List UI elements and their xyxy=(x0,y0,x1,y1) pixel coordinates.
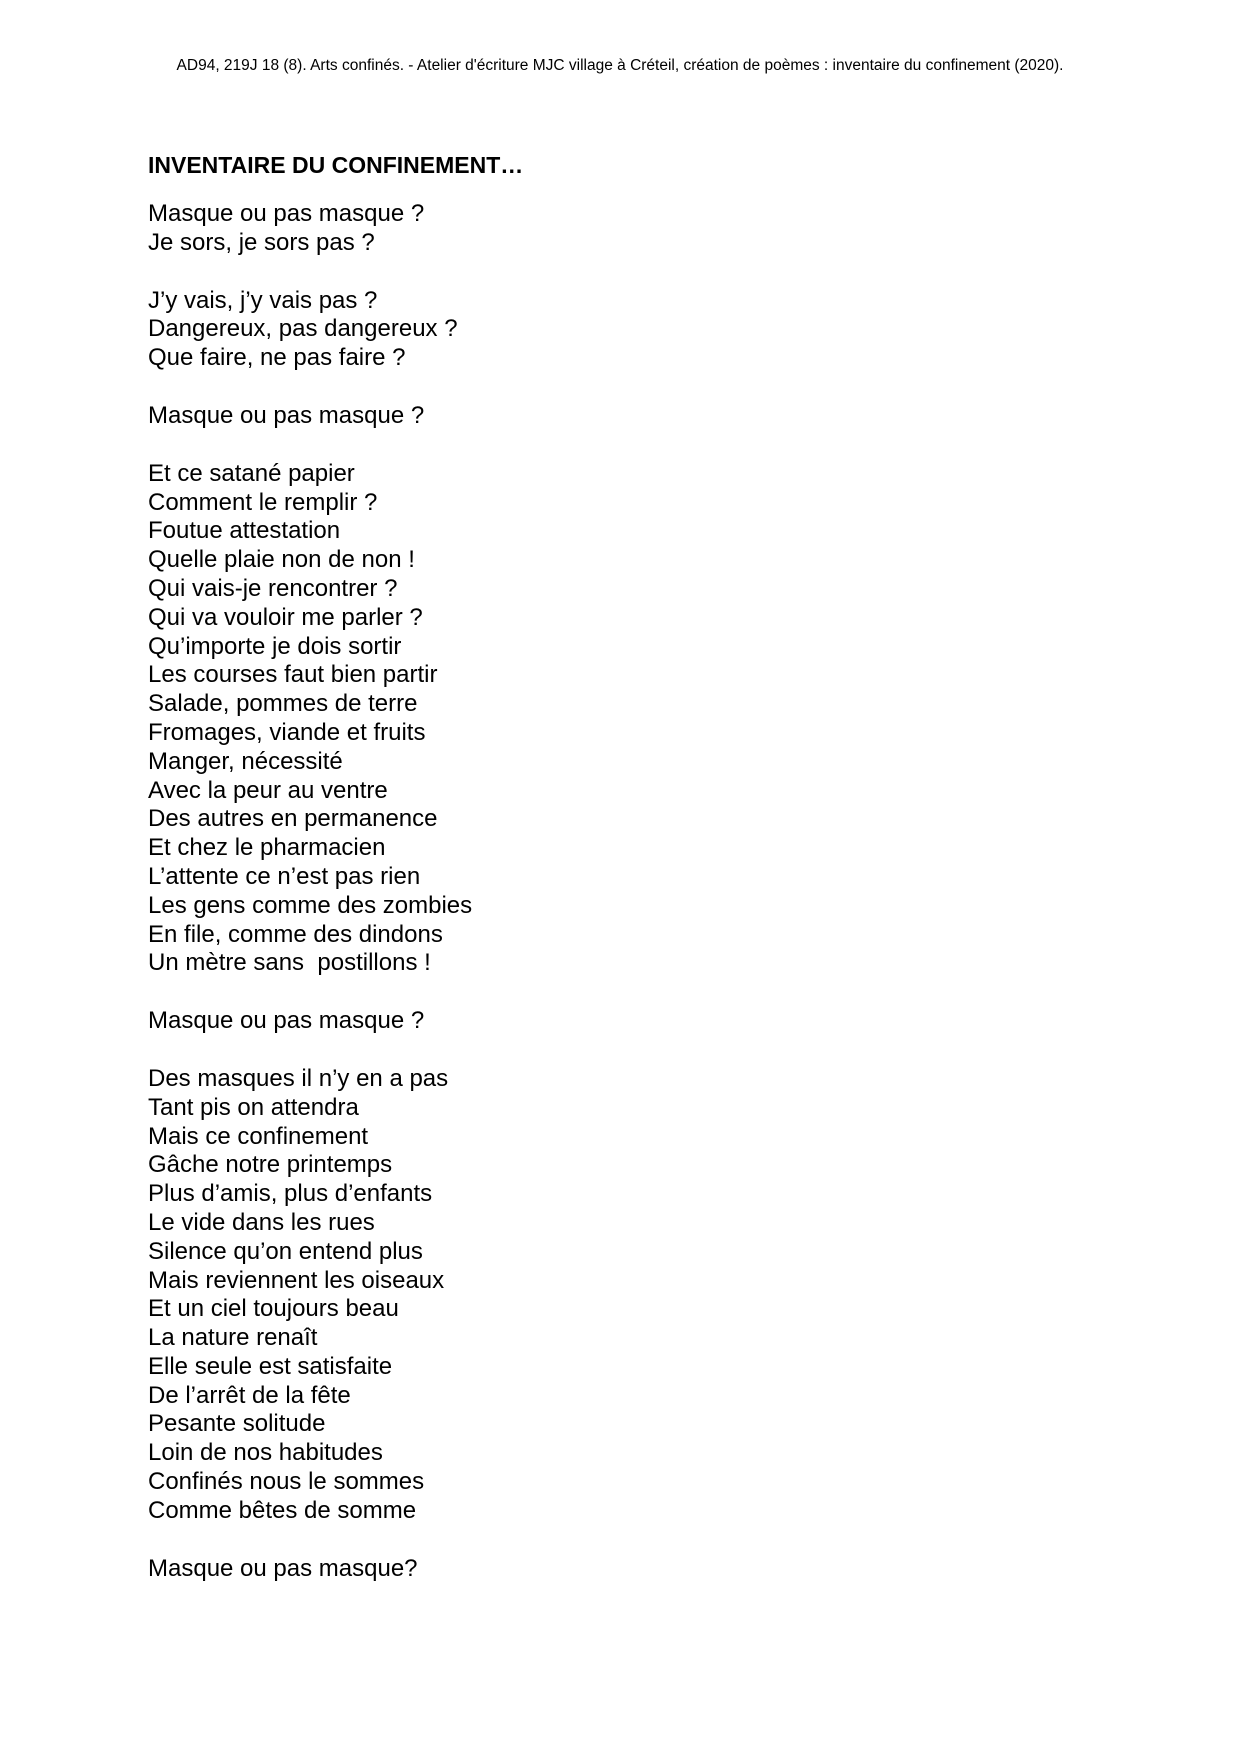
poem-line: Quelle plaie non de non ! xyxy=(148,546,415,574)
stanza xyxy=(148,1555,1148,1584)
poem-line: Manger, nécessité xyxy=(148,747,343,775)
poem-line: Masque ou pas masque ? xyxy=(148,200,425,227)
poem-line: Mais ce confinement xyxy=(148,1122,369,1150)
stanza xyxy=(148,200,1148,258)
stanza xyxy=(148,1065,1148,1526)
poem-line: Les courses faut bien partir xyxy=(148,661,438,689)
poem-line: Et chez le pharmacien xyxy=(148,834,386,862)
poem-line: Salade, pommes de terre xyxy=(148,690,418,718)
poem-line: Comment le remplir ? xyxy=(148,488,378,516)
poem-line: Des masques il n’y en a pas xyxy=(148,1064,449,1092)
poem-line: Qui va vouloir me parler ? xyxy=(148,603,423,631)
poem-line: Un mètre sans postillons ! xyxy=(148,949,431,977)
poem-line: Fromages, viande et fruits xyxy=(148,718,426,746)
refrain-line: Masque ou pas masque? xyxy=(148,1554,418,1582)
archive-reference-header: AD94, 219J 18 (8). Arts confinés. - Atelier d'écriture MJC village à Créteil, création de poèmes : inventaire du confinement (2020). xyxy=(176,57,1064,74)
poem-line: Et ce satané papier xyxy=(148,459,355,487)
poem-line: Confinés nous le sommes xyxy=(148,1468,425,1496)
poem-line: Avec la peur au ventre xyxy=(148,776,388,804)
poem-line: Foutue attestation xyxy=(148,517,341,545)
poem xyxy=(148,150,1148,1612)
poem-line: Plus d’amis, plus d’enfants xyxy=(148,1180,433,1208)
poem-line: Qu’importe je dois sortir xyxy=(148,632,402,660)
poem-line: De l’arrêt de la fête xyxy=(148,1381,351,1409)
poem-title: INVENTAIRE DU CONFINEMENT… xyxy=(148,152,524,178)
poem-line: Des autres en permanence xyxy=(148,805,438,833)
poem-line: Elle seule est satisfaite xyxy=(148,1352,393,1380)
poem-line: Je sors, je sors pas ? xyxy=(148,228,375,256)
poem-line: Gâche notre printemps xyxy=(148,1151,393,1179)
poem-line: Dangereux, pas dangereux ? xyxy=(148,315,458,343)
poem-line: La nature renaît xyxy=(148,1324,318,1352)
poem-line: Mais reviennent les oiseaux xyxy=(148,1266,445,1294)
poem-line: Qui vais-je rencontrer ? xyxy=(148,574,398,602)
stanza xyxy=(148,1007,1148,1036)
refrain-line: Masque ou pas masque ? xyxy=(148,401,425,429)
poem-line: L’attente ce n’est pas rien xyxy=(148,862,421,890)
poem-line: Pesante solitude xyxy=(148,1410,326,1438)
poem-line: Tant pis on attendra xyxy=(148,1093,359,1121)
poem-line: Les gens comme des zombies xyxy=(148,891,473,919)
poem-line: Comme bêtes de somme xyxy=(148,1496,417,1524)
poem-line: Le vide dans les rues xyxy=(148,1208,375,1236)
stanza xyxy=(148,460,1148,978)
poem-line: Loin de nos habitudes xyxy=(148,1439,383,1467)
poem-line: J’y vais, j’y vais pas ? xyxy=(148,286,378,314)
stanza xyxy=(148,402,1148,431)
stanza xyxy=(148,287,1148,373)
refrain-line: Masque ou pas masque ? xyxy=(148,1007,425,1035)
poem-line: Et un ciel toujours beau xyxy=(148,1295,399,1323)
poem-line: En file, comme des dindons xyxy=(148,920,443,948)
poem-line: Que faire, ne pas faire ? xyxy=(148,344,406,372)
poem-line: Silence qu’on entend plus xyxy=(148,1237,423,1265)
